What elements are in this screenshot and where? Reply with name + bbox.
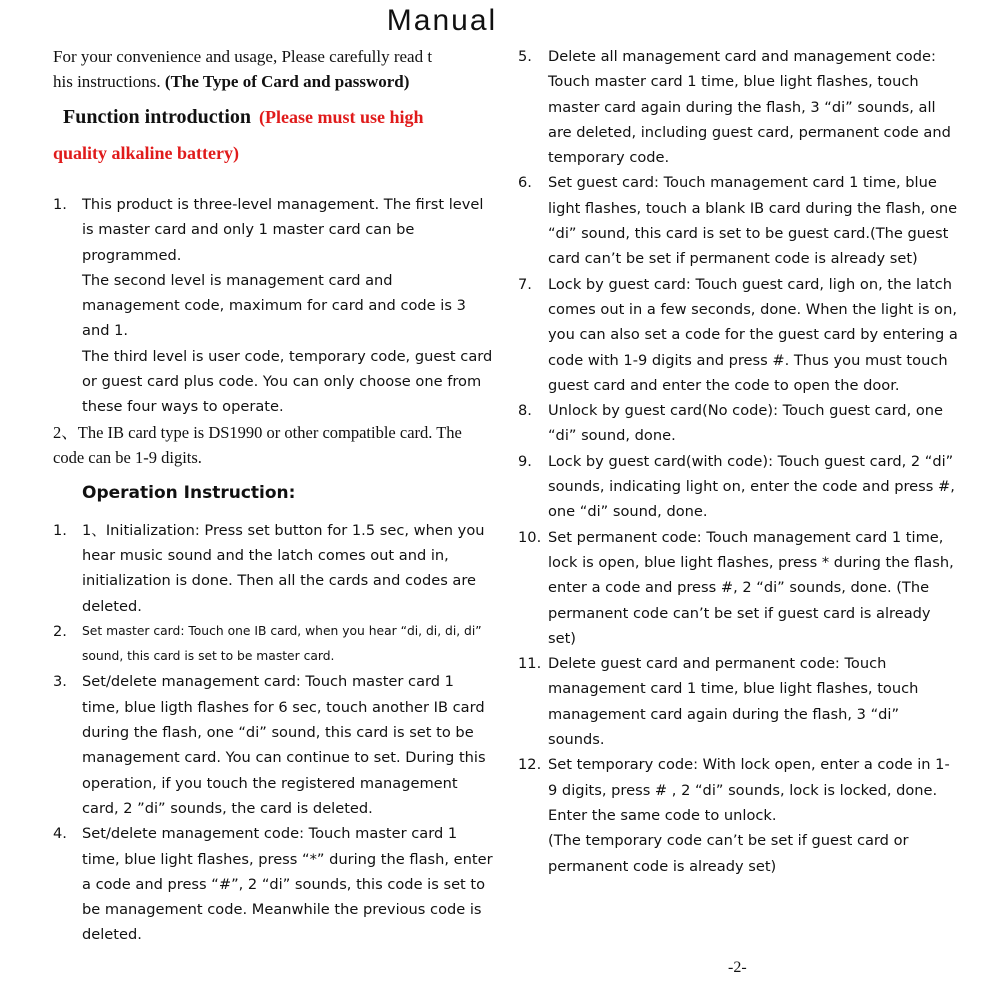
intro-text: his instructions. xyxy=(53,72,165,91)
list-item xyxy=(53,669,493,821)
right-column xyxy=(518,44,958,879)
list-number: 1. xyxy=(53,196,67,213)
operation-text: Set/delete management code: Touch master card 1 time, blue light flashes, press “*” during the flash, enter a code and press “#”, 2 “di” sounds, this code is set to be management code. Meanwhile the previous code is deleted. xyxy=(82,825,493,944)
page-number: -2- xyxy=(728,959,747,976)
function-para-3: The third level is user code, temporary code, guest card or guest card plus code. You can only choose one from these four ways to operate. xyxy=(82,347,493,416)
operation-text: Set/delete management card: Touch master card 1 time, blue ligth flashes for 6 sec, touch another IB card during the flash, one “di” sound, this card is set to be management card. You can continue to set. During this operation, if you touch the registered management card, 2 ”di” sounds, the card is deleted. xyxy=(82,673,486,817)
intro-paragraph xyxy=(53,44,493,94)
operation-text: Set guest card: Touch management card 1 time, blue light flashes, touch a blank IB card during the flash, one “di” sound, this card is set to be guest card.(The guest card can’t be set if permanent code is already set) xyxy=(548,174,958,268)
operation-list-left xyxy=(53,518,493,948)
list-number: 1. xyxy=(53,521,67,539)
list-number: 11. xyxy=(518,655,542,673)
left-column xyxy=(53,44,493,948)
list-item xyxy=(518,170,958,271)
ib-card-note: 2、The IB card type is DS1990 or other compatible card. The code can be 1-9 digits. xyxy=(53,422,462,467)
operation-text: Delete all management card and management code: Touch master card 1 time, blue light flashes, touch master card again during the flash, 3 “di” sounds, all are deleted, including guest card, permanent code and temporary code. xyxy=(548,48,951,167)
list-item xyxy=(518,398,958,449)
list-number: 3. xyxy=(53,673,67,691)
list-item xyxy=(518,752,958,878)
operation-text: 1、Initialization: Press set button for 1.5 sec, when you hear music sound and the latch comes out and in, initialization is done. Then all the cards and codes are deleted. xyxy=(82,521,485,615)
list-item xyxy=(53,518,493,619)
list-number: 7. xyxy=(518,275,532,293)
list-number: 10. xyxy=(518,528,542,546)
intro-line-1: For your convenience and usage, Please carefully read t xyxy=(53,47,433,66)
function-intro-heading xyxy=(53,106,493,129)
list-item xyxy=(53,192,493,420)
function-para-2: The second level is management card and management code, maximum for card and code is 3 and 1. xyxy=(82,271,466,340)
operation-text: Unlock by guest card(No code): Touch guest card, one “di” sound, done. xyxy=(548,402,944,445)
intro-card-type-note: (The Type of Card and password) xyxy=(164,72,410,91)
operation-text: Set permanent code: Touch management card 1 time, lock is open, blue light flashes, press * during the flash, enter a code and press #, 2 “di” sounds, done. (The permanent code can’t be set if guest card is already set) xyxy=(548,528,954,647)
battery-warning-part2: quality alkaline battery) xyxy=(53,143,240,163)
function-list xyxy=(53,192,493,420)
operation-extra-note: (The temporary code can’t be set if guest card or permanent code is already set) xyxy=(548,832,909,875)
list-item xyxy=(518,651,958,752)
operation-text: Lock by guest card(with code): Touch guest card, 2 “di” sounds, indicating light on, enter the code and press #, one “di” sound, done. xyxy=(548,452,955,521)
operation-heading: Operation Instruction: xyxy=(82,482,296,503)
list-item xyxy=(53,821,493,947)
intro-line-2 xyxy=(53,69,493,94)
operation-text: Lock by guest card: Touch guest card, ligh on, the latch comes out in a few seconds, done. When the light is on, you can also set a code for the guest card by entering a code with 1-9 digits and press #. Thus you must touch guest card and enter the code to open the door. xyxy=(548,275,958,394)
list-item xyxy=(53,619,493,670)
function-para-1: This product is three-level management. The first level is master card and only 1 master card can be programmed. xyxy=(82,196,484,264)
list-item xyxy=(518,449,958,525)
list-number: 12. xyxy=(518,756,542,774)
list-number: 6. xyxy=(518,174,532,192)
list-number: 2. xyxy=(53,622,67,640)
list-item xyxy=(518,44,958,170)
list-number: 9. xyxy=(518,452,532,470)
function-intro-title: Function introduction xyxy=(63,106,251,128)
page-title: Manual xyxy=(386,4,498,37)
operation-text: Set master card: Touch one IB card, when you hear “di, di, di, di” sound, this card is set to be master card. xyxy=(82,623,482,664)
list-item xyxy=(518,525,958,651)
battery-warning-part1: (Please must use high xyxy=(259,107,424,127)
list-number: 5. xyxy=(518,48,532,65)
operation-text: Delete guest card and permanent code: Touch management card 1 time, blue light flashes, touch management card again during the flash, 3 “di” sounds. xyxy=(548,655,919,749)
list-number: 8. xyxy=(518,402,532,420)
operation-text: Set temporary code: With lock open, enter a code in 1-9 digits, press # , 2 “di” sounds, lock is locked, done. Enter the same code to unlock. xyxy=(548,756,950,824)
list-number: 4. xyxy=(53,825,67,843)
list-item xyxy=(518,272,958,398)
operation-list-right xyxy=(518,44,958,879)
